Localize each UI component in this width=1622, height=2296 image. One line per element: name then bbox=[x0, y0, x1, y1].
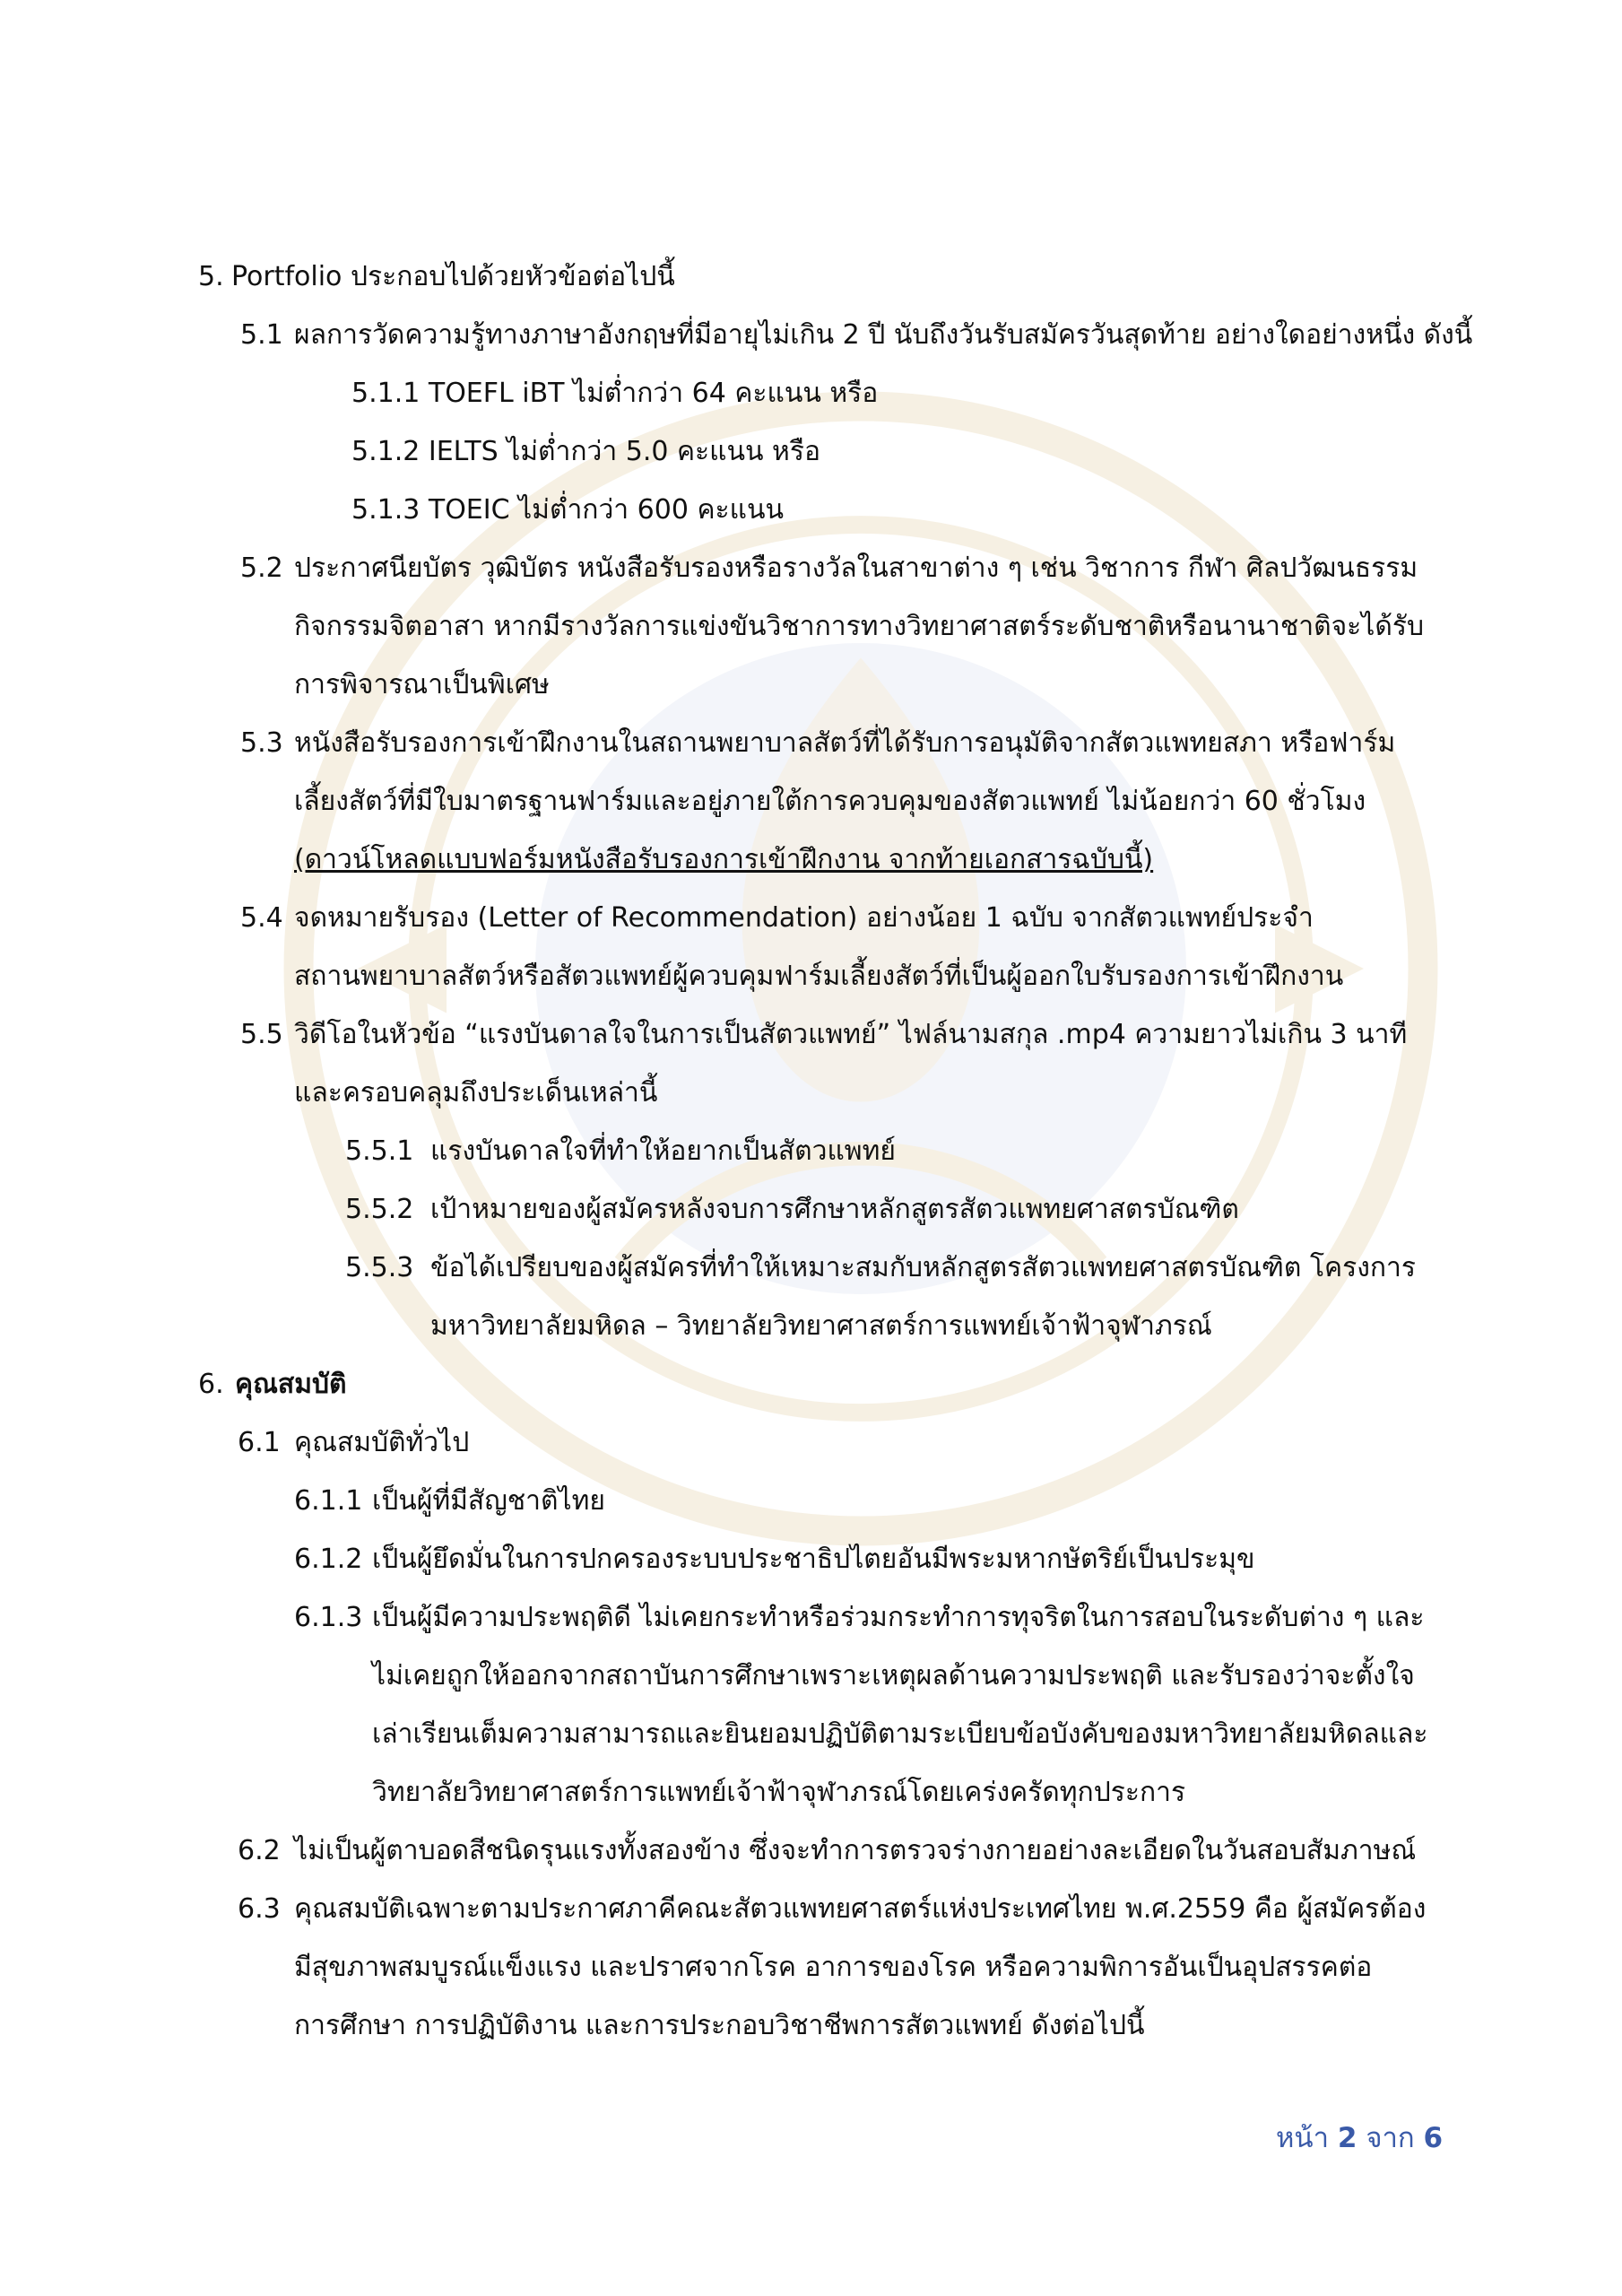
item-6-1-3-line: วิทยาลัยวิทยาศาสตร์การแพทย์เจ้าฟ้าจุฬาภรณ์โดยเคร่งครัดทุกประการ bbox=[372, 1777, 1186, 1808]
item-6-1-3-number: 6.1.3 bbox=[294, 1602, 363, 1633]
item-5-3-number: 5.3 bbox=[240, 727, 283, 759]
item-5-5-number: 5.5 bbox=[240, 1019, 283, 1050]
item-5-2-line: การพิจารณาเป็นพิเศษ bbox=[294, 669, 550, 700]
page-footer bbox=[1276, 2120, 1443, 2156]
item-5-5-line: วิดีโอในหัวข้อ “แรงบันดาลใจในการเป็นสัตวแพทย์” ไฟล์นามสกุล .mp4 ความยาวไม่เกิน 3 นาที bbox=[294, 1019, 1408, 1050]
item-6-number: 6. bbox=[198, 1369, 224, 1400]
item-5-5-2-number: 5.5.2 bbox=[345, 1194, 414, 1225]
item-6-heading: คุณสมบัติ bbox=[235, 1369, 347, 1400]
item-6-1-text: คุณสมบัติทั่วไป bbox=[294, 1427, 470, 1458]
item-6-3-number: 6.3 bbox=[238, 1893, 281, 1925]
item-6-3-line: การศึกษา การปฏิบัติงาน และการประกอบวิชาชีพการสัตวแพทย์ ดังต่อไปนี้ bbox=[294, 2010, 1145, 2041]
item-5-1-number: 5.1 bbox=[240, 319, 283, 351]
item-6-1-3-line: ไม่เคยถูกให้ออกจากสถาบันการศึกษาเพราะเหตุผลด้านความประพฤติ และรับรองว่าจะตั้งใจ bbox=[372, 1660, 1415, 1692]
page-label: หน้า bbox=[1276, 2122, 1330, 2154]
item-6-1-1-number: 6.1.1 bbox=[294, 1485, 363, 1517]
item-5-5-line: และครอบคลุมถึงประเด็นเหล่านี้ bbox=[294, 1077, 658, 1109]
item-5-5-2-text: เป้าหมายของผู้สมัครหลังจบการศึกษาหลักสูตรสัตวแพทยศาสตรบัณฑิต bbox=[430, 1194, 1239, 1225]
item-5-1-1: 5.1.1 TOEFL iBT ไม่ต่ำกว่า 64 คะแนน หรือ bbox=[351, 378, 879, 409]
item-5-2-line: กิจกรรมจิตอาสา หากมีรางวัลการแข่งขันวิชาการทางวิทยาศาสตร์ระดับชาติหรือนานาชาติจะได้รับ bbox=[294, 611, 1424, 642]
item-5-2-line: ประกาศนียบัตร วุฒิบัตร หนังสือรับรองหรือรางวัลในสาขาต่าง ๆ เช่น วิชาการ กีฬา ศิลปวัฒนธรรม bbox=[294, 552, 1418, 584]
item-5-1-3: 5.1.3 TOEIC ไม่ต่ำกว่า 600 คะแนน bbox=[351, 494, 785, 526]
page-current: 2 bbox=[1337, 2122, 1357, 2154]
item-5-2-number: 5.2 bbox=[240, 552, 283, 584]
item-6-1-1-text: เป็นผู้ที่มีสัญชาติไทย bbox=[372, 1485, 605, 1517]
item-6-1-3-line: เล่าเรียนเต็มความสามารถและยินยอมปฏิบัติตามระเบียบข้อบังคับของมหาวิทยาลัยมหิดลและ bbox=[372, 1718, 1428, 1750]
item-5-5-3-line: มหาวิทยาลัยมหิดล – วิทยาลัยวิทยาศาสตร์การแพทย์เจ้าฟ้าจุฬาภรณ์ bbox=[430, 1310, 1212, 1342]
download-form-note: (ดาวน์โหลดแบบฟอร์มหนังสือรับรองการเข้าฝึกงาน จากท้ายเอกสารฉบับนี้) bbox=[294, 844, 1154, 875]
item-5-1-text: ผลการวัดความรู้ทางภาษาอังกฤษที่มีอายุไม่เกิน 2 ปี นับถึงวันรับสมัครวันสุดท้าย อย่างใดอย่างหนึ่ง ดังนี้ bbox=[294, 319, 1473, 351]
item-5-3-line: หนังสือรับรองการเข้าฝึกงานในสถานพยาบาลสัตว์ที่ได้รับการอนุมัติจากสัตวแพทยสภา หรือฟาร์ม bbox=[294, 727, 1396, 759]
item-6-1-2-text: เป็นผู้ยึดมั่นในการปกครองระบบประชาธิปไตยอันมีพระมหากษัตริย์เป็นประมุข bbox=[372, 1544, 1255, 1575]
item-6-2-text: ไม่เป็นผู้ตาบอดสีชนิดรุนแรงทั้งสองข้าง ซึ่งจะทำการตรวจร่างกายอย่างละเอียดในวันสอบสัมภาษณ์ bbox=[294, 1835, 1417, 1866]
item-5-5-1-text: แรงบันดาลใจที่ทำให้อยากเป็นสัตวแพทย์ bbox=[430, 1135, 896, 1167]
item-6-1-number: 6.1 bbox=[238, 1427, 281, 1458]
item-6-3-line: คุณสมบัติเฉพาะตามประกาศภาคีคณะสัตวแพทยศาสตร์แห่งประเทศไทย พ.ศ.2559 คือ ผู้สมัครต้อง bbox=[294, 1893, 1427, 1925]
item-5-5-1-number: 5.5.1 bbox=[345, 1135, 414, 1167]
item-5-heading: Portfolio ประกอบไปด้วยหัวข้อต่อไปนี้ bbox=[231, 261, 675, 292]
page-total: 6 bbox=[1423, 2122, 1444, 2154]
item-5-4-number: 5.4 bbox=[240, 902, 283, 934]
item-5-4-line: สถานพยาบาลสัตว์หรือสัตวแพทย์ผู้ควบคุมฟาร์มเลี้ยงสัตว์ที่เป็นผู้ออกใบรับรองการเข้าฝึกงาน bbox=[294, 961, 1344, 992]
item-5-3-line: เลี้ยงสัตว์ที่มีใบมาตรฐานฟาร์มและอยู่ภายใต้การควบคุมของสัตวแพทย์ ไม่น้อยกว่า 60 ชั่วโมง bbox=[294, 786, 1366, 817]
item-6-1-2-number: 6.1.2 bbox=[294, 1544, 363, 1575]
item-5-5-3-line: ข้อได้เปรียบของผู้สมัครที่ทำให้เหมาะสมกับหลักสูตรสัตวแพทยศาสตรบัณฑิต โครงการ bbox=[430, 1252, 1417, 1283]
item-6-3-line: มีสุขภาพสมบูรณ์แข็งแรง และปราศจากโรค อาการของโรค หรือความพิการอันเป็นอุปสรรคต่อ bbox=[294, 1952, 1373, 1983]
item-5-number: 5. bbox=[198, 261, 224, 292]
item-5-4-line: จดหมายรับรอง (Letter of Recommendation) อย่างน้อย 1 ฉบับ จากสัตวแพทย์ประจำ bbox=[294, 902, 1314, 934]
of-label: จาก bbox=[1366, 2122, 1415, 2154]
item-6-1-3-line: เป็นผู้มีความประพฤติดี ไม่เคยกระทำหรือร่วมกระทำการทุจริตในการสอบในระดับต่าง ๆ และ bbox=[372, 1602, 1425, 1633]
item-5-5-3-number: 5.5.3 bbox=[345, 1252, 414, 1283]
item-5-1-2: 5.1.2 IELTS ไม่ต่ำกว่า 5.0 คะแนน หรือ bbox=[351, 436, 820, 467]
item-6-2-number: 6.2 bbox=[238, 1835, 281, 1866]
